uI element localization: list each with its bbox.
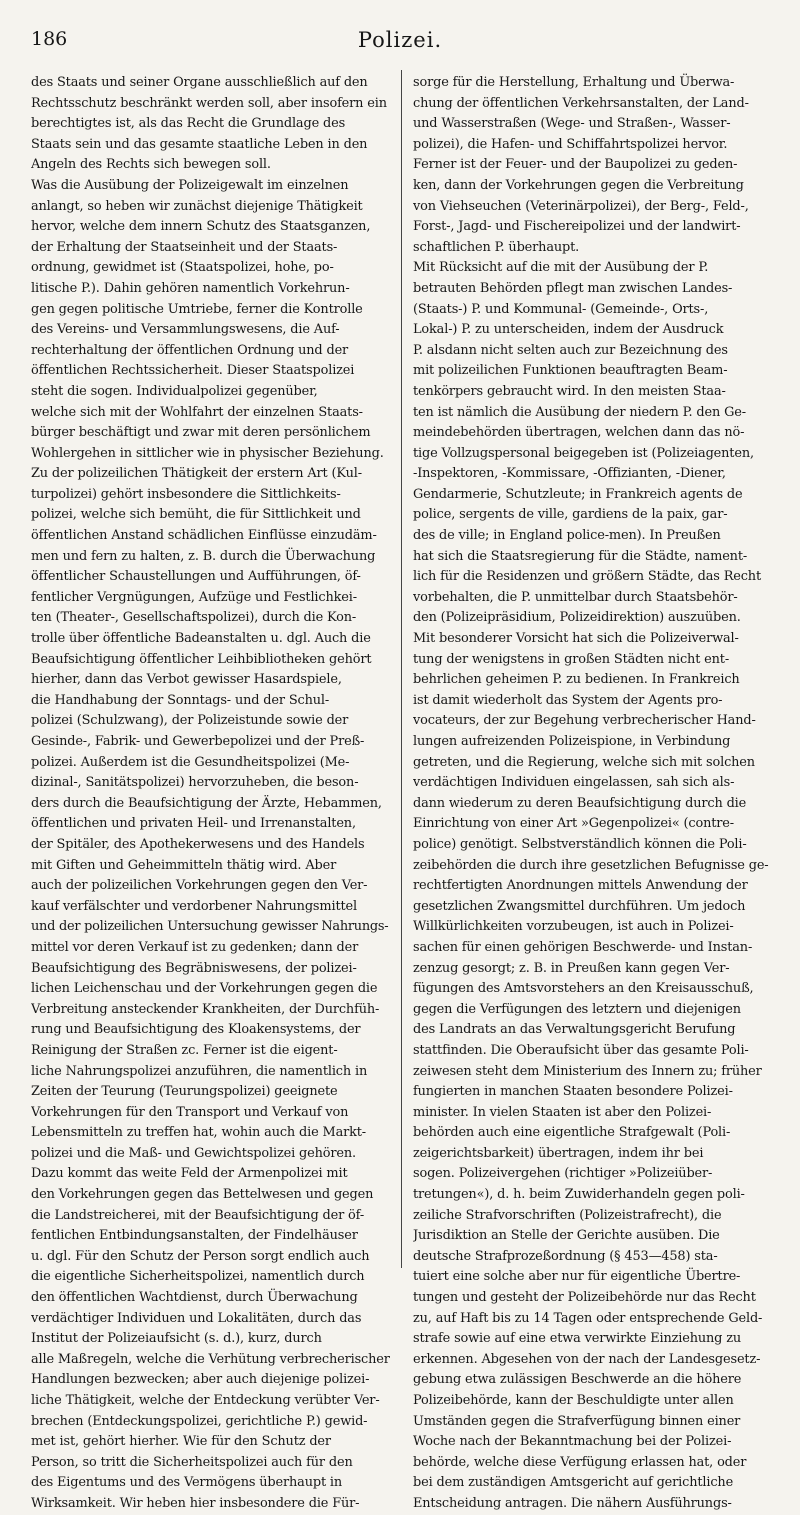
text-line: polizei), die Hafen- und Schiffahrtspolizei hervor. [413, 136, 728, 152]
text-line: Mit besonderer Vorsicht hat sich die Polizeiverwal- [413, 631, 739, 647]
text-line: öffentlichen Anstand schädlichen Einflüsse einzudäm- [31, 528, 377, 544]
text-line: die Handhabung der Sonntags- und der Schul- [31, 692, 330, 708]
text-line: verdächtigen Individuen eingelassen, sah sich als- [413, 775, 735, 791]
text-line: Rechtsschutz beschränkt werden soll, aber insofern ein [31, 95, 387, 111]
text-line: Dazu kommt das weite Feld der Armenpolizei mit [31, 1166, 348, 1182]
text-line: anlangt, so heben wir zunächst diejenige Thätigkeit [31, 198, 363, 214]
text-line: mittel vor deren Verkauf ist zu gedenken; dann der [31, 939, 359, 955]
text-line: sogen. Polizeivergehen (richtiger »Polizeiüber- [413, 1166, 713, 1182]
text-line: hervor, welche dem innern Schutz des Staatsganzen, [31, 219, 371, 235]
text-line: Zu der polizeilichen Thätigkeit der erstern Art (Kul- [31, 466, 362, 482]
text-line: brechen (Entdeckungspolizei, gerichtliche P.) gewid- [31, 1413, 368, 1429]
text-line: polizei. Außerdem ist die Gesundheitspolizei (Me- [31, 754, 350, 770]
text-line: Staats sein und das gesamte staatliche Leben in den [31, 136, 368, 152]
text-line: men und fern zu halten, z. B. durch die Überwachung [31, 548, 376, 564]
text-line: Gendarmerie, Schutzleute; in Frankreich agents de [413, 486, 743, 502]
text-line: gebung etwa zulässigen Beschwerde an die höhere [413, 1372, 742, 1388]
text-line: ist damit wiederholt das System der Agents pro- [413, 692, 723, 708]
text-line: vorbehalten, die P. unmittelbar durch Staatsbehör- [413, 589, 738, 605]
text-line: zeiliche Strafvorschriften (Polizeistrafrecht), die [413, 1207, 722, 1223]
text-line: dizinal-, Sanitätspolizei) hervorzuheben, die beson- [31, 775, 359, 791]
text-line: welche sich mit der Wohlfahrt der einzelnen Staats- [31, 404, 363, 420]
text-line: zeibehörden die durch ihre gesetzlichen Befugnisse ge- [413, 857, 769, 873]
text-line: gegen die Verfügungen des letztern und diejenigen [413, 1001, 741, 1017]
text-line: sachen für einen gehörigen Beschwerde- und Instan- [413, 939, 753, 955]
text-line: Vorkehrungen für den Transport und Verkauf von [31, 1104, 349, 1120]
text-line: hat sich die Staatsregierung für die Städte, nament- [413, 548, 748, 564]
text-line: rechtfertigten Anordnungen mittels Anwendung der [413, 878, 748, 894]
text-line: Wohlergehen in sittlicher wie in physischer Beziehung. [31, 445, 384, 461]
text-line: Reinigung der Straßen zc. Ferner ist die eigent- [31, 1042, 338, 1058]
text-line: Person, so tritt die Sicherheitspolizei auch für den [31, 1454, 353, 1470]
text-line: tretungen«), d. h. beim Zuwiderhandeln gegen poli- [413, 1187, 745, 1203]
text-line: von Viehseuchen (Veterinärpolizei), der Berg-, Feld-, [413, 198, 749, 214]
text-line: steht die sogen. Individualpolizei gegenüber, [31, 383, 318, 399]
text-line: -Inspektoren, -Kommissare, -Offizianten, -Diener, [413, 466, 726, 482]
text-line: ten ist nämlich die Ausübung der niedern P. den Ge- [413, 404, 746, 420]
text-line: tige Vollzugspersonal beigegeben ist (Polizeiagenten, [413, 445, 754, 461]
text-line: polizei, welche sich bemüht, die für Sittlichkeit und [31, 507, 361, 523]
text-line: Mit Rücksicht auf die mit der Ausübung der P. [413, 260, 709, 276]
text-line: Umständen gegen die Strafverfügung binnen einer [413, 1413, 741, 1429]
text-line: strafe sowie auf eine etwa verwirkte Einziehung zu [413, 1331, 741, 1347]
text-line: getreten, und die Regierung, welche sich mit solchen [413, 754, 755, 770]
text-line: behörden auch eine eigentliche Strafgewalt (Poli- [413, 1125, 731, 1141]
text-line: bei dem zuständigen Amtsgericht auf gerichtliche [413, 1475, 734, 1491]
text-line: stattfinden. Die Oberaufsicht über das gesamte Poli- [413, 1042, 749, 1058]
text-line: und der polizeilichen Untersuchung gewisser Nahrungs- [31, 919, 389, 935]
text-line: fentlicher Vergnügungen, Aufzüge und Festlichkei- [31, 589, 357, 605]
text-line: öffentlicher Schaustellungen und Aufführungen, öf- [31, 569, 361, 585]
text-line: des Staats und seiner Organe ausschließlich auf den [31, 75, 368, 90]
text-line: öffentlichen Rechtssicherheit. Dieser Staatspolizei [31, 363, 355, 379]
text-line: Polizeibehörde, kann der Beschuldigte unter allen [413, 1393, 734, 1408]
text-line: lungen aufreizenden Polizeispione, in Verbindung [413, 734, 731, 749]
text-line: Ferner ist der Feuer- und der Baupolizei zu geden- [413, 157, 738, 173]
text-line: Angeln des Rechts sich bewegen soll. [31, 157, 271, 173]
text-line: (Staats-) P. und Kommunal- (Gemeinde-, Orts-, [413, 301, 709, 317]
text-line: des Eigentums und des Vermögens überhaupt in [31, 1475, 343, 1491]
text-line: Zeiten der Teurung (Teurungspolizei) geeignete [31, 1084, 338, 1100]
text-line: des Landrats an das Verwaltungsgericht Berufung [413, 1022, 736, 1038]
text-line: Einrichtung von einer Art »Gegenpolizei« (contre- [413, 816, 734, 832]
text-line: Woche nach der Bekanntmachung bei der Polizei- [413, 1434, 732, 1450]
text-line: den (Polizeipräsidium, Polizeidirektion) auszuüben. [413, 610, 741, 626]
text-line: police, sergents de ville, gardiens de la paix, gar- [413, 507, 728, 523]
text-line: hierher, dann das Verbot gewisser Hasardspiele, [31, 672, 342, 688]
text-line: chung der öffentlichen Verkehrsanstalten, der Land- [413, 95, 749, 111]
text-line: liche Nahrungspolizei anzuführen, die namentlich in [31, 1063, 368, 1079]
text-line: Willkürlichkeiten vorzubeugen, ist auch in Polizei- [413, 919, 734, 935]
text-line: sorge für die Herstellung, Erhaltung und Überwa- [413, 75, 735, 90]
text-line: schaftlichen P. überhaupt. [413, 239, 580, 255]
text-line: tuiert eine solche aber nur für eigentliche Übertre- [413, 1269, 741, 1285]
text-line: öffentlichen und privaten Heil- und Irrenanstalten, [31, 816, 356, 832]
text-line: Wirksamkeit. Wir heben hier insbesondere die Für- [31, 1495, 360, 1511]
text-line: des Vereins- und Versammlungswesens, die Auf- [31, 322, 340, 338]
text-line: verdächtiger Individuen und Lokalitäten, durch das [31, 1310, 362, 1326]
column-divider [401, 70, 402, 1268]
text-line: gen gegen politische Umtriebe, ferner die Kontrolle [31, 301, 363, 317]
text-line: mit polizeilichen Funktionen beauftragten Beam- [413, 363, 728, 379]
text-line: Verbreitung ansteckender Krankheiten, der Durchfüh- [31, 1001, 380, 1017]
text-line: tungen und gesteht der Polizeibehörde nur das Recht [413, 1290, 756, 1306]
text-line: Entscheidung antragen. Die nähern Ausführungs- [413, 1495, 732, 1511]
text-line: police) genötigt. Selbstverständlich können die Poli- [413, 836, 747, 852]
text-line: Was die Ausübung der Polizeigewalt im einzelnen [31, 177, 349, 193]
text-line: rung und Beaufsichtigung des Kloakensystems, der [31, 1022, 361, 1038]
text-line: deutsche Strafprozeßordnung (§ 453—458) sta- [413, 1248, 718, 1264]
text-line: des de ville; in England police-men). In Preußen [413, 528, 721, 544]
text-line: Handlungen bezwecken; aber auch diejenige polizei- [31, 1372, 370, 1388]
text-line: vocateurs, der zur Begehung verbrecherischer Hand- [413, 713, 756, 729]
text-line: tung der wenigstens in großen Städten nicht ent- [413, 651, 730, 667]
text-line: met ist, gehört hierher. Wie für den Schutz der [31, 1434, 331, 1450]
text-line: ten (Theater-, Gesellschaftspolizei), durch die Kon- [31, 610, 357, 626]
text-line: mit Giften und Geheimmitteln thätig wird. Aber [31, 857, 337, 873]
text-line: meindebehörden übertragen, welchen dann das nö- [413, 425, 745, 441]
text-line: alle Maßregeln, welche die Verhütung verbrecherischer [31, 1351, 390, 1367]
text-line: Lebensmitteln zu treffen hat, wohin auch die Markt- [31, 1125, 367, 1141]
text-line: litische P.). Dahin gehören namentlich Vorkehrun- [31, 280, 350, 296]
text-line: u. dgl. Für den Schutz der Person sorgt endlich auch [31, 1248, 370, 1264]
text-line: zu, auf Haft bis zu 14 Tagen oder entsprechende Geld- [413, 1310, 763, 1326]
text-line: auch der polizeilichen Vorkehrungen gegen den Ver- [31, 878, 368, 894]
text-line: fentlichen Entbindungsanstalten, der Findelhäuser [31, 1228, 358, 1244]
text-line: erkennen. Abgesehen von der nach der Landesgesetz- [413, 1351, 761, 1367]
text-line: P. alsdann nicht selten auch zur Bezeichnung des [413, 342, 728, 358]
running-title: Polizei. [357, 28, 443, 52]
page-number: 186 [31, 28, 68, 50]
text-line: Beaufsichtigung des Begräbniswesens, der polizei- [31, 960, 357, 976]
text-line: rechterhaltung der öffentlichen Ordnung und der [31, 342, 349, 358]
text-line: Gesinde-, Fabrik- und Gewerbepolizei und der Preß- [31, 734, 365, 749]
text-line: und Wasserstraßen (Wege- und Straßen-, Wasser- [413, 116, 731, 132]
text-line: polizei und die Maß- und Gewichtspolizei gehören. [31, 1145, 356, 1161]
text-line: behörde, welche diese Verfügung erlassen hat, oder [413, 1454, 747, 1470]
text-column-right [413, 73, 775, 1515]
text-line: behrlichen geheimen P. zu bedienen. In Frankreich [413, 672, 740, 688]
text-line: trolle über öffentliche Badeanstalten u. dgl. Auch die [31, 631, 371, 647]
text-line: ders durch die Beaufsichtigung der Ärzte, Hebammen, [31, 795, 382, 811]
text-line: Jurisdiktion an Stelle der Gerichte ausüben. Die [413, 1228, 720, 1244]
text-line: betrauten Behörden pflegt man zwischen Landes- [413, 280, 733, 296]
text-line: die Landstreicherei, mit der Beaufsichtigung der öf- [31, 1207, 365, 1223]
text-line: polizei (Schulzwang), der Polizeistunde sowie der [31, 713, 349, 729]
text-line: Forst-, Jagd- und Fischereipolizei und der landwirt- [413, 219, 741, 235]
text-line: die eigentliche Sicherheitspolizei, namentlich durch [31, 1269, 365, 1285]
text-line: Institut der Polizeiaufsicht (s. d.), kurz, durch [31, 1331, 322, 1347]
text-line: ordnung, gewidmet ist (Staatspolizei, hohe, po- [31, 260, 334, 276]
text-line: fügungen des Amtsvorstehers an den Kreisausschuß, [413, 981, 754, 997]
text-line: lich für die Residenzen und größern Städte, das Recht [413, 569, 761, 585]
text-line: Lokal-) P. zu unterscheiden, indem der Ausdruck [413, 322, 724, 338]
text-line: berechtigtes ist, als das Recht die Grundlage des [31, 116, 346, 132]
text-column-left [31, 73, 393, 1515]
text-line: zeiwesen steht dem Ministerium des Innern zu; früher [413, 1063, 762, 1079]
text-line: den öffentlichen Wachtdienst, durch Überwachung [31, 1290, 358, 1306]
text-line: zeigerichtsbarkeit) übertragen, indem ihr bei [413, 1145, 704, 1161]
text-line: bürger beschäftigt und zwar mit deren persönlichem [31, 425, 371, 441]
text-line: dann wiederum zu deren Beaufsichtigung durch die [413, 795, 747, 811]
text-line: minister. In vielen Staaten ist aber den Polizei- [413, 1104, 712, 1120]
running-header [31, 28, 769, 54]
text-line: tenkörpers gebraucht wird. In den meisten Staa- [413, 383, 726, 399]
text-line: fungierten in manchen Staaten besondere Polizei- [413, 1084, 733, 1100]
text-line: zenzug gesorgt; z. B. in Preußen kann gegen Ver- [413, 960, 730, 976]
text-line: der Erhaltung der Staatseinheit und der Staats- [31, 239, 338, 255]
text-line: der Spitäler, des Apothekerwesens und des Handels [31, 836, 365, 852]
text-line: den Vorkehrungen gegen das Bettelwesen und gegen [31, 1187, 374, 1203]
text-line: gesetzlichen Zwangsmittel durchführen. Um jedoch [413, 898, 746, 914]
text-line: liche Thätigkeit, welche der Entdeckung verübter Ver- [31, 1393, 380, 1408]
text-line: ken, dann der Vorkehrungen gegen die Verbreitung [413, 177, 744, 193]
text-line: lichen Leichenschau und der Vorkehrungen gegen die [31, 981, 378, 997]
text-line: Beaufsichtigung öffentlicher Leihbibliotheken gehört [31, 651, 372, 667]
text-line: kauf verfälschter und verdorbener Nahrungsmittel [31, 898, 357, 914]
text-line: turpolizei) gehört insbesondere die Sittlichkeits- [31, 486, 341, 502]
